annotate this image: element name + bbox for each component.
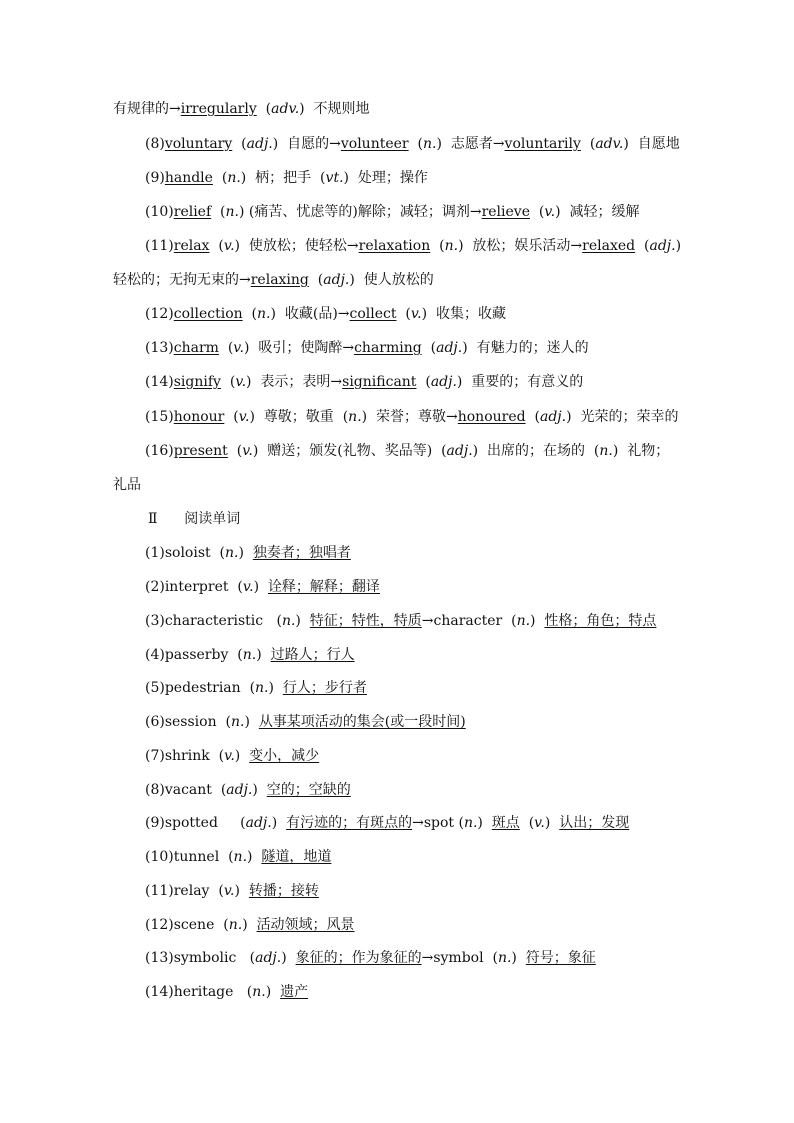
text-segment: (9) (145, 170, 165, 186)
text-segment: ) 自愿的→ (272, 136, 341, 152)
part-of-speech: v. (242, 443, 253, 459)
underlined-answer: 独奏者；独唱者 (252, 545, 351, 561)
text-segment: ( (227, 443, 243, 459)
text-segment: ) 吸引；使陶醉→ (244, 340, 355, 356)
part-of-speech: n. (444, 238, 459, 254)
text-segment: (9)spotted ( (145, 815, 246, 831)
text-segment: ) (痛苦、忧虑等的)解除；减轻；调剂→ (239, 204, 482, 220)
vocab-line (145, 168, 428, 188)
text-segment: ) (265, 984, 281, 1000)
text-segment: ( (209, 238, 224, 254)
text-segment: ) (281, 950, 296, 966)
text-segment: ) (477, 815, 492, 831)
part-of-speech: v. (223, 883, 235, 899)
part-of-speech: n. (228, 917, 243, 933)
underlined-answer: honoured (457, 409, 526, 425)
part-of-speech: v. (233, 340, 244, 356)
reading-word-line (145, 847, 331, 867)
text-segment: (12) (145, 306, 174, 322)
text-segment: (7)shrink ( (145, 748, 225, 764)
vocab-line (145, 236, 681, 256)
text-segment: ) 出席的；在场的 ( (472, 443, 600, 459)
text-segment: ( (232, 136, 247, 152)
underlined-answer: relief (173, 204, 212, 220)
part-of-speech: n. (242, 647, 257, 663)
part-of-speech: n. (463, 815, 478, 831)
underlined-answer: relieve (481, 204, 530, 220)
part-of-speech: n. (252, 984, 266, 1000)
reading-word-line (145, 813, 629, 833)
text-segment: ) 使人放松的 (349, 272, 434, 288)
part-of-speech: adj. (246, 136, 273, 152)
text-segment: ( (396, 306, 411, 322)
part-of-speech: adj. (323, 272, 350, 288)
underlined-answer: volunteer (340, 136, 409, 152)
part-of-speech: n. (497, 950, 512, 966)
text-segment: ( (242, 306, 258, 322)
underlined-answer: voluntary (164, 136, 233, 152)
part-of-speech: v. (534, 815, 545, 831)
vocab-line (145, 338, 589, 358)
part-of-speech: v. (235, 374, 247, 390)
vocab-line (113, 270, 434, 290)
text-segment: (15) (145, 409, 174, 425)
text-segment: ( (211, 204, 226, 220)
part-of-speech: n. (225, 545, 239, 561)
text-segment: (11)relay ( (145, 883, 224, 899)
text-segment: (11) (145, 238, 174, 254)
text-segment: ) (271, 815, 287, 831)
text-segment: (4)passerby ( (145, 647, 243, 663)
text-segment: (2)interpret ( (145, 579, 243, 595)
underlined-answer: 隧道，地道 (261, 849, 332, 865)
text-segment: ( (519, 815, 535, 831)
text-segment: ) 柄；把手 ( (240, 170, 326, 186)
text-segment: (3)characteristic ( (145, 613, 282, 629)
reading-word-line (145, 948, 596, 968)
underlined-answer: 性格；角色；特点 (544, 613, 657, 629)
underlined-answer: relaxed (582, 238, 636, 254)
text-segment: ) 光荣的；荣幸的 (566, 409, 679, 425)
part-of-speech: adj. (430, 374, 457, 390)
text-segment: ( (408, 136, 423, 152)
part-of-speech: n. (227, 170, 241, 186)
underlined-answer: 转播；接转 (248, 883, 319, 899)
text-segment: (10)tunnel ( (145, 849, 234, 865)
text-segment: ( (256, 101, 272, 117)
underlined-answer: 诠释；解释；翻译 (267, 579, 380, 595)
text-segment: ) (234, 883, 249, 899)
text-segment: ( (218, 340, 234, 356)
text-segment: ) (238, 545, 253, 561)
text-segment: ) (530, 613, 545, 629)
text-segment: ( (224, 409, 239, 425)
text-segment: (14)heritage ( (145, 984, 253, 1000)
part-of-speech: adj. (446, 443, 473, 459)
underlined-answer: charming (354, 340, 422, 356)
text-segment: (12)scene ( (145, 917, 229, 933)
vocab-line (145, 372, 583, 392)
underlined-answer: relaxation (358, 238, 431, 254)
underlined-answer: 斑点 (491, 815, 520, 831)
part-of-speech: v. (242, 579, 254, 595)
part-of-speech: n. (281, 613, 296, 629)
part-of-speech: adj. (539, 409, 567, 425)
text-segment: ) 重要的；有意义的 (456, 374, 584, 390)
text-segment: ) 自愿地 (623, 136, 680, 152)
text-segment: ( (530, 204, 545, 220)
text-segment: →spot ( (412, 815, 464, 831)
part-of-speech: n. (225, 204, 239, 220)
underlined-answer: 过路人；行人 (270, 647, 355, 663)
text-segment: ( (212, 170, 228, 186)
text-segment: ) 赠送；颁发(礼物、奖品等) ( (252, 443, 447, 459)
text-segment: ) (253, 579, 268, 595)
part-of-speech: adv. (271, 101, 300, 117)
text-segment: ) (675, 238, 682, 254)
part-of-speech: adj. (255, 950, 282, 966)
text-segment: →character ( (421, 613, 517, 629)
text-segment: ) (256, 647, 271, 663)
text-segment: ) 处理；操作 (343, 170, 428, 186)
reading-word-line (145, 645, 355, 665)
part-of-speech: n. (599, 443, 613, 459)
underlined-answer: 空的；空缺的 (266, 782, 351, 798)
part-of-speech: adj. (226, 782, 253, 798)
part-of-speech: n. (422, 136, 437, 152)
vocab-line (145, 407, 678, 427)
text-segment: ( (430, 238, 445, 254)
underlined-answer: 遗产 (280, 984, 309, 1000)
underlined-answer: 活动领域；风景 (256, 917, 355, 933)
underlined-answer: significant (342, 374, 417, 390)
text-segment: (14) (145, 374, 174, 390)
reading-word-line (145, 746, 319, 766)
text-segment: ) 使放松；使轻松→ (234, 238, 359, 254)
text-segment: ) (242, 917, 257, 933)
text-segment: ) 志愿者→ (436, 136, 505, 152)
part-of-speech: adj. (245, 815, 272, 831)
text-segment: ) 荣誉；尊敬→ (361, 409, 458, 425)
text-segment: 轻松的；无拘无束的→ (113, 272, 251, 288)
text-segment: ( (308, 272, 324, 288)
part-of-speech: n. (255, 680, 269, 696)
text-segment: 有规律的→ (113, 101, 181, 117)
text-segment: ( (220, 374, 236, 390)
reading-word-line (145, 543, 351, 563)
text-segment: ( (421, 340, 437, 356)
part-of-speech: v. (238, 409, 250, 425)
text-segment: (13)symbolic ( (145, 950, 256, 966)
text-segment: (6)session ( (145, 714, 231, 730)
underlined-answer: handle (164, 170, 213, 186)
text-segment: ) 表示；表明→ (246, 374, 343, 390)
text-segment: (16) (145, 443, 174, 459)
text-segment: ( (635, 238, 650, 254)
underlined-answer: honour (173, 409, 225, 425)
underlined-answer: signify (173, 374, 221, 390)
text-segment: →symbol ( (421, 950, 498, 966)
text-segment: (10) (145, 204, 174, 220)
underlined-answer: relaxing (250, 272, 309, 288)
section-heading (148, 509, 240, 529)
text-segment: ) (511, 950, 526, 966)
part-of-speech: adv. (595, 136, 624, 152)
underlined-answer: 符号；象征 (525, 950, 596, 966)
reading-word-line (145, 881, 319, 901)
text-segment: ) 减轻；缓解 (555, 204, 640, 220)
underlined-answer: 象征的；作为象征的 (295, 950, 422, 966)
text-segment: ) (247, 849, 262, 865)
vocab-line (145, 304, 506, 324)
part-of-speech: n. (348, 409, 362, 425)
underlined-answer: present (173, 443, 228, 459)
text-segment: ( (416, 374, 431, 390)
text-segment: (8)vacant ( (145, 782, 227, 798)
underlined-answer: relax (173, 238, 210, 254)
text-segment: ) 收藏(品)→ (270, 306, 350, 322)
text-segment: ) (244, 714, 259, 730)
reading-word-line (145, 915, 355, 935)
text-segment: ) (252, 782, 267, 798)
text-segment: ) 不规则地 (299, 101, 370, 117)
text-segment: ) 放松；娱乐活动→ (458, 238, 583, 254)
text-segment: ) 尊敬；敬重 ( (249, 409, 349, 425)
text-segment: ) 有魅力的；迷人的 (462, 340, 589, 356)
text-segment: ( (580, 136, 596, 152)
part-of-speech: adj. (436, 340, 463, 356)
underlined-answer: charm (173, 340, 219, 356)
vocab-line (113, 475, 141, 495)
underlined-answer: 特征；特性，特质 (309, 613, 422, 629)
reading-word-line (145, 577, 380, 597)
underlined-answer: voluntarily (504, 136, 581, 152)
text-segment: ) (268, 680, 283, 696)
part-of-speech: v. (223, 238, 235, 254)
text-segment: (13) (145, 340, 174, 356)
part-of-speech: n. (257, 306, 271, 322)
part-of-speech: n. (230, 714, 245, 730)
text-segment: ) (544, 815, 560, 831)
part-of-speech: n. (516, 613, 531, 629)
text-segment: 礼品 (113, 477, 141, 493)
part-of-speech: vt. (325, 170, 344, 186)
text-segment: ) (234, 748, 250, 764)
text-segment: ) 收集；收藏 (421, 306, 506, 322)
vocab-line (145, 441, 669, 461)
underlined-answer: 变小，减少 (249, 748, 320, 764)
part-of-speech: v. (544, 204, 556, 220)
underlined-answer: irregularly (180, 101, 257, 117)
vocab-line (145, 202, 639, 222)
vocab-line (145, 134, 680, 154)
text-segment: (1)soloist ( (145, 545, 226, 561)
underlined-answer: 从事某项活动的集会(或一段时间) (258, 714, 466, 730)
reading-word-line (145, 678, 367, 698)
underlined-answer: 有污迹的；有斑点的 (286, 815, 413, 831)
text-segment: (5)pedestrian ( (145, 680, 256, 696)
part-of-speech: adj. (649, 238, 676, 254)
part-of-speech: v. (224, 748, 235, 764)
text-segment: ) 礼物； (612, 443, 670, 459)
underlined-answer: collection (173, 306, 243, 322)
text-segment: (8) (145, 136, 165, 152)
part-of-speech: v. (410, 306, 422, 322)
part-of-speech: n. (233, 849, 248, 865)
text-segment: ) (295, 613, 310, 629)
vocab-line (113, 99, 370, 119)
underlined-answer: 行人；步行者 (282, 680, 367, 696)
text-segment: Ⅱ 阅读单词 (148, 511, 241, 527)
reading-word-line (145, 780, 351, 800)
text-segment: ( (525, 409, 540, 425)
underlined-answer: collect (349, 306, 397, 322)
reading-word-line (145, 611, 656, 631)
underlined-answer: 认出；发现 (559, 815, 630, 831)
reading-word-line (145, 982, 308, 1002)
reading-word-line (145, 712, 466, 732)
